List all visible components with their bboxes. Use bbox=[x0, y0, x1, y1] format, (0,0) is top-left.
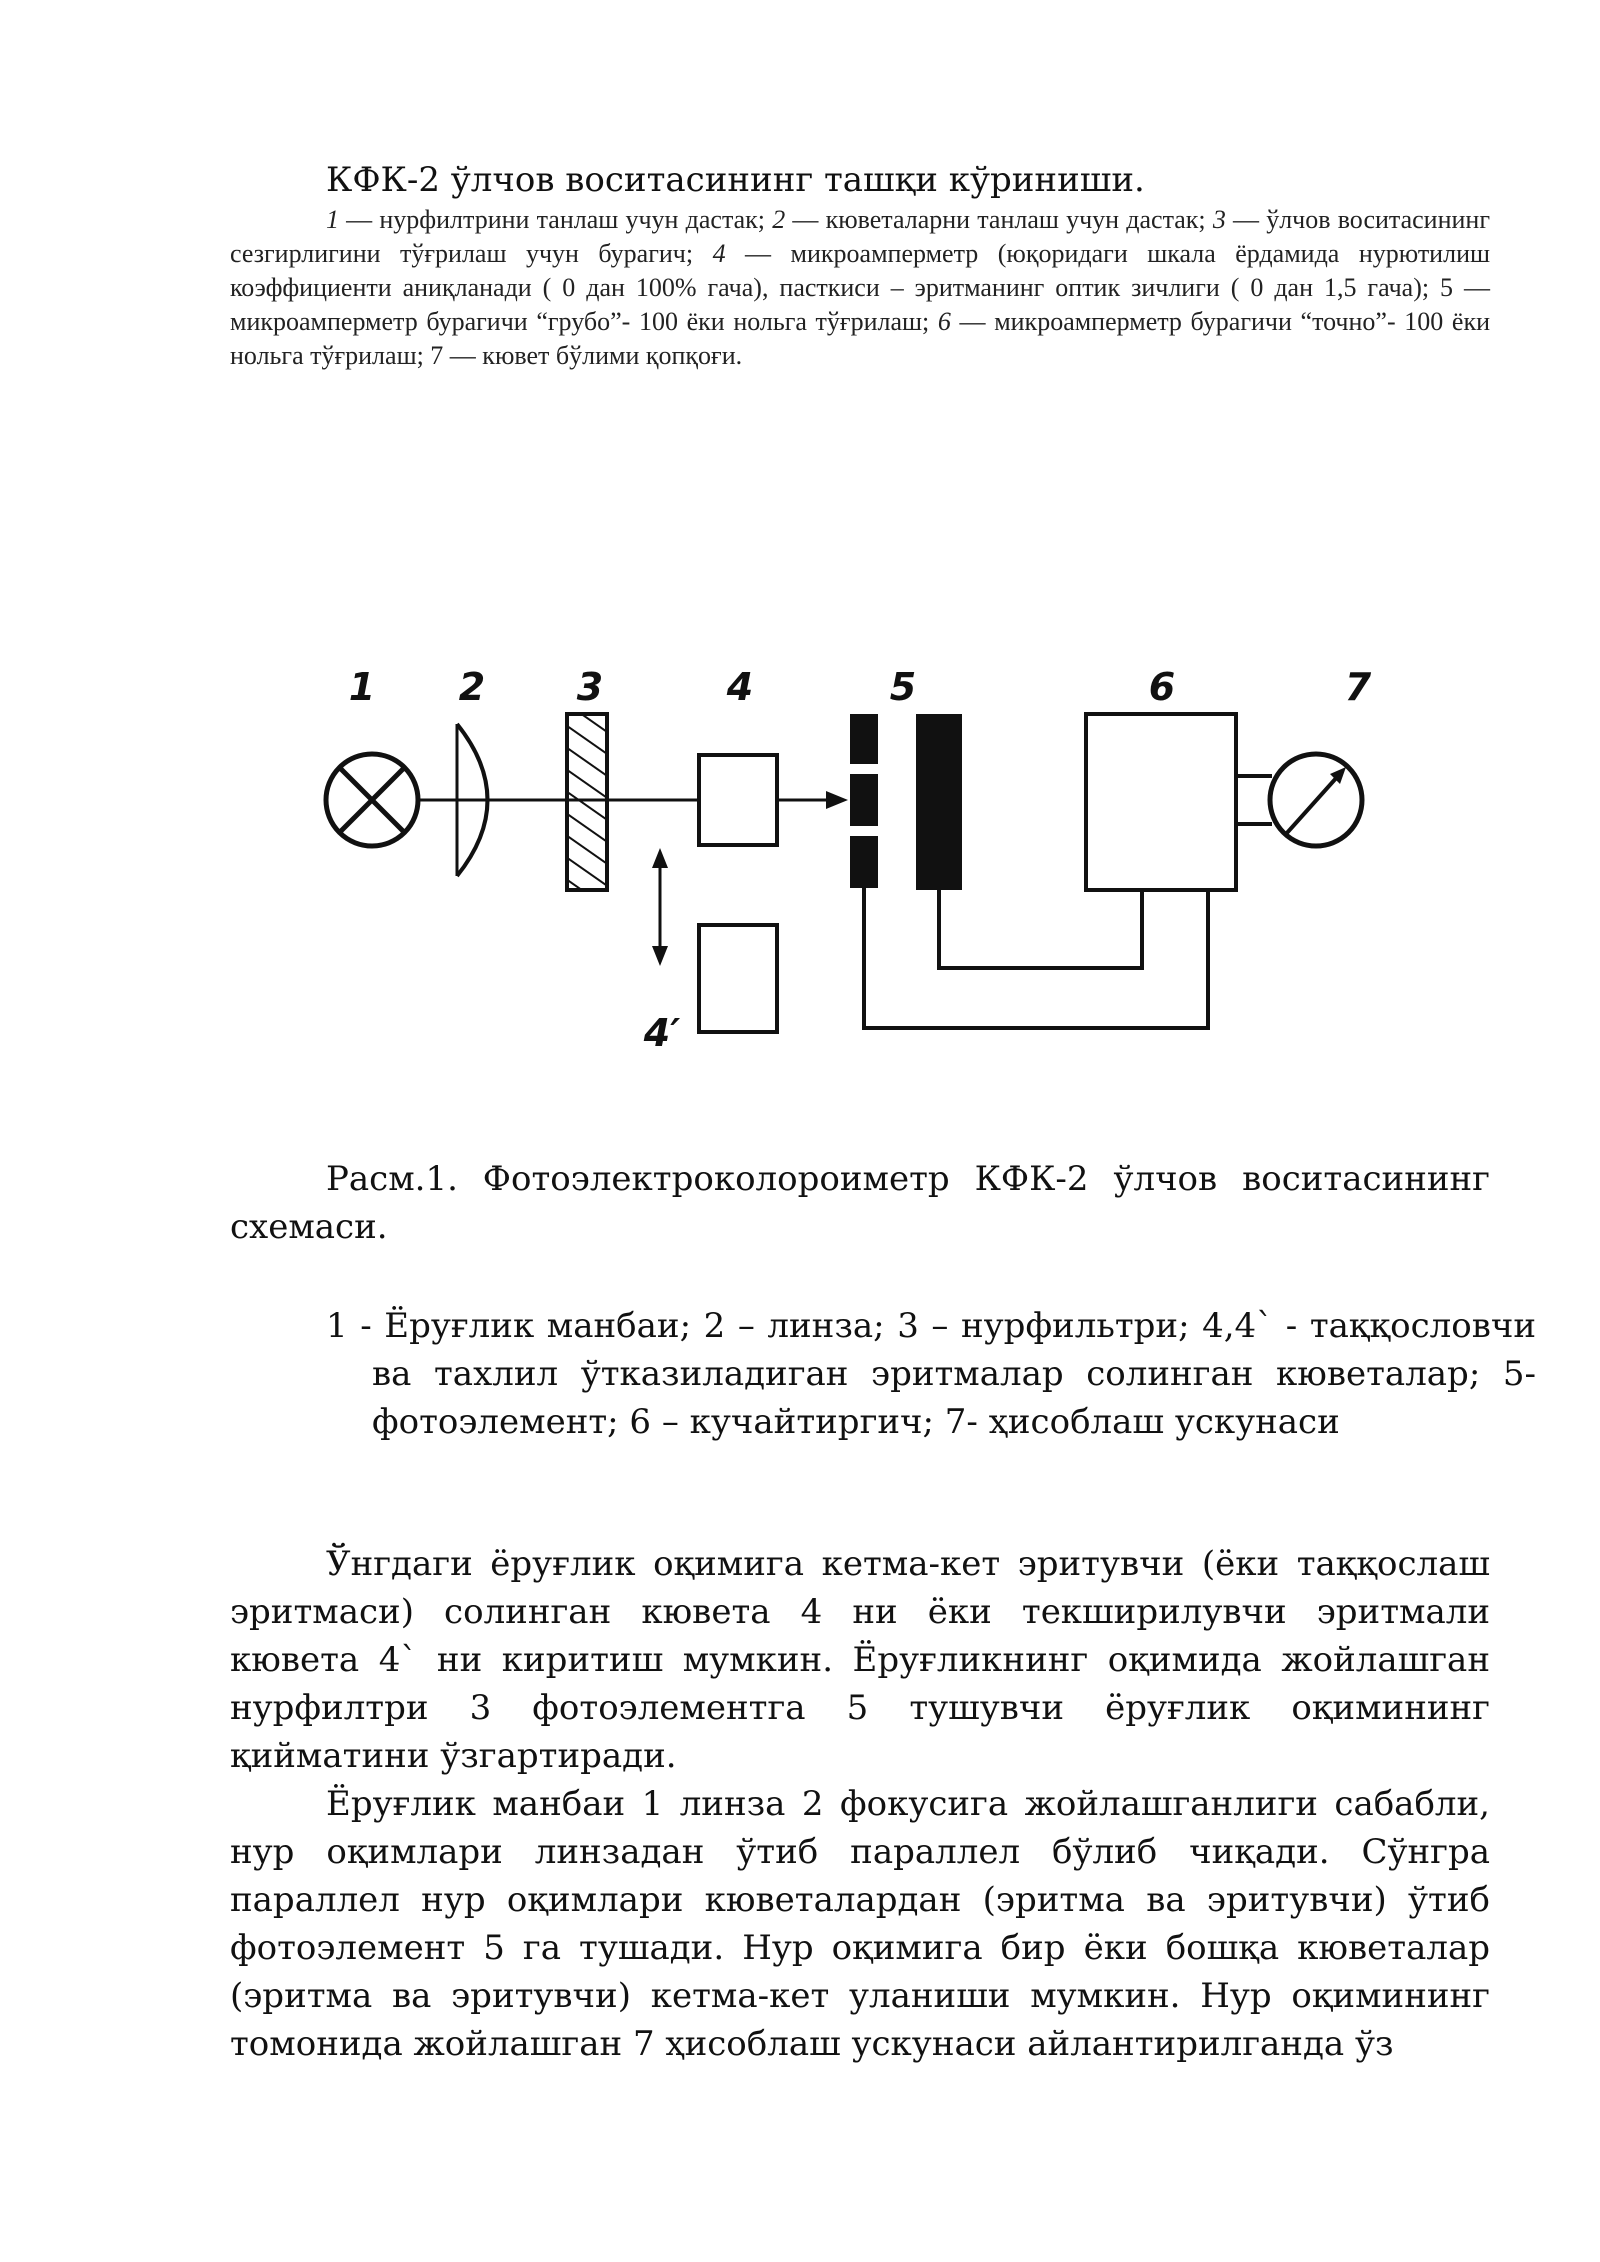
label-7: 7 bbox=[1344, 665, 1372, 709]
light-filter bbox=[567, 714, 607, 890]
label-1: 1 bbox=[348, 665, 376, 709]
figure-legend bbox=[230, 203, 1490, 373]
figure-title: КФК-2 ўлчов воситасининг ташқи кўриниши. bbox=[326, 160, 1145, 200]
wire-photocell-return bbox=[864, 888, 1208, 1028]
legend-number-1: 1 bbox=[326, 205, 339, 234]
amplifier-block bbox=[1086, 714, 1236, 890]
kfk2-schematic-diagram bbox=[300, 650, 1440, 1080]
cuvette-4-prime bbox=[699, 925, 777, 1032]
label-3: 3 bbox=[576, 665, 604, 709]
legend-number-4: 4 bbox=[712, 239, 726, 268]
component-list: 1 - Ёруғлик манбаи; 2 – линза; 3 – нурфильтри; 4,4` - таққословчи ва тахлил ўтказиладиган эритмалар солинган кюветалар; 5- фотоэлемент; 6 – кучайтиргич; 7- ҳисоблаш ускунаси bbox=[326, 1306, 1536, 1442]
light-source-icon bbox=[326, 754, 418, 846]
label-6: 6 bbox=[1148, 665, 1176, 709]
legend-text-3: — ўлчов воситасининг сезгирлигини тўғрилаш учун бурагич; bbox=[230, 205, 1490, 268]
figure-caption: Расм.1. Фотоэлектроколороиметр КФК-2 ўлчов воситасининг схемаси. bbox=[230, 1159, 1490, 1247]
beam-arrowhead bbox=[826, 791, 848, 809]
label-4: 4 bbox=[726, 665, 754, 709]
legend-text-1: — нурфилтрини танлаш учун дастак; bbox=[339, 205, 773, 234]
label-4-prime: 4′ bbox=[643, 1011, 681, 1055]
legend-text-6: — микроамперметр бурагичи “точно”- 100 ёки нольга тўғрилаш; 7 — кювет бўлими қопқоғи. bbox=[230, 307, 1490, 370]
label-5: 5 bbox=[889, 665, 917, 709]
legend-text-4: — микроамперметр (юқоридаги шкала ёрдамида нурютилиш коэффициенти аниқланади ( 0 дан 100% гача), пасткиси – эритманинг оптик зичлиги ( 0 дан 1,5 гача); 5 — микроамперметр бурагичи “грубо”- 100 ёки нольга тўғрилаш; bbox=[230, 239, 1490, 336]
body-paragraph-2: Ёруғлик манбаи 1 линза 2 фокусига жойлашганлиги сабабли, нур оқимлари линзадан ўтиб параллел бўлиб чиқади. Сўнгра параллел нур оқимлари кюветалардан (эритма ва эритувчи) ўтиб фотоэлемент 5 га тушади. Нур оқимига бир ёки бошқа кюветалар (эритма ва эритувчи) кетма-кет уланиши мумкин. Нур оқимининг томонида жойлашган 7 ҳисоблаш ускунаси айлантирилганда ўз bbox=[230, 1784, 1490, 2064]
photocell-segments bbox=[850, 714, 878, 888]
legend-number-3: 3 bbox=[1212, 205, 1226, 234]
meter-gauge-icon bbox=[1270, 754, 1362, 846]
legend-number-6: 6 bbox=[937, 307, 951, 336]
body-paragraph-1: Ўнгдаги ёруғлик оқимига кетма-кет эритувчи (ёки таққослаш эритмаси) солинган кювета 4 ни ёки текширилувчи эритмали кювета 4` ни киритиш мумкин. Ёруғликнинг оқимида жойлашган нурфилтри 3 фотоэлементга 5 тушувчи ёруғлик оқимининг қийматини ўзгартиради. bbox=[230, 1544, 1490, 1776]
amplifier-meter-connector bbox=[1236, 776, 1272, 824]
label-2: 2 bbox=[458, 665, 486, 709]
legend-number-2: 2 bbox=[772, 205, 786, 234]
cuvette-switch-arrow bbox=[652, 848, 668, 966]
photocell bbox=[916, 714, 962, 890]
wire-photocell-to-amplifier bbox=[939, 890, 1142, 968]
cuvette-4 bbox=[699, 755, 777, 845]
legend-text-2: — кюветаларни танлаш учун дастак; bbox=[785, 205, 1213, 234]
